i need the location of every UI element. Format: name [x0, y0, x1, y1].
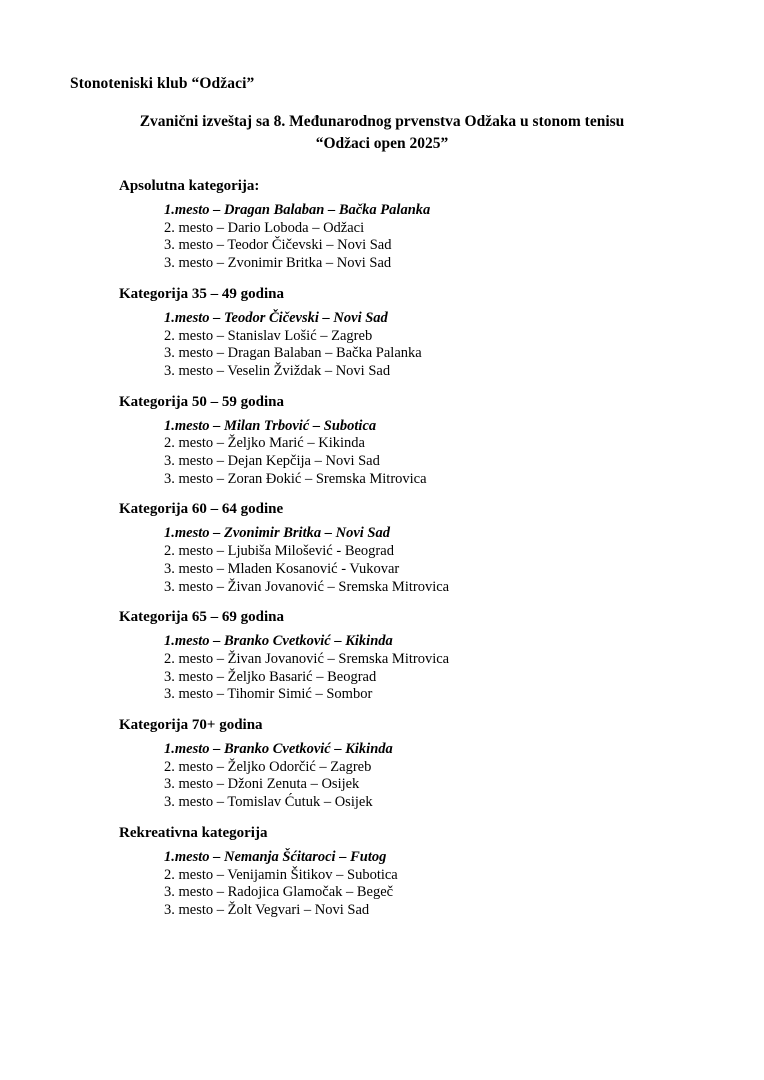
category-heading: Kategorija 35 – 49 godina	[119, 285, 284, 302]
result-line: 2. mesto – Željko Marić – Kikinda	[164, 435, 365, 452]
category-section	[119, 285, 724, 381]
category-results	[164, 633, 724, 704]
category-heading: Kategorija 65 – 69 godina	[119, 609, 284, 626]
category-results	[164, 202, 724, 273]
result-line: 3. mesto – Džoni Zenuta – Osijek	[164, 776, 360, 793]
category-results	[164, 418, 724, 489]
category-section	[119, 824, 724, 920]
category-heading: Kategorija 60 – 64 godine	[119, 501, 284, 518]
result-line: 2. mesto – Željko Odorčić – Zagreb	[164, 758, 372, 775]
category-heading: Rekreativna kategorija	[119, 824, 268, 841]
result-line: 3. mesto – Teodor Čičevski – Novi Sad	[164, 237, 392, 254]
category-section	[119, 608, 724, 704]
category-heading: Kategorija 70+ godina	[119, 717, 263, 734]
result-line-first-place: 1.mesto – Teodor Čičevski – Novi Sad	[164, 309, 388, 326]
result-line: 3. mesto – Radojica Glamočak – Begeč	[164, 884, 394, 901]
result-line: 2. mesto – Ljubiša Milošević - Beograd	[164, 543, 394, 560]
report-title	[0, 111, 764, 155]
category-results	[164, 741, 724, 812]
category-heading: Kategorija 50 – 59 godina	[119, 393, 284, 410]
category-section	[119, 177, 724, 273]
category-results	[164, 849, 724, 920]
result-line: 3. mesto – Mladen Kosanović - Vukovar	[164, 560, 400, 577]
result-line: 3. mesto – Željko Basarić – Beograd	[164, 668, 377, 685]
result-line: 3. mesto – Zoran Đokić – Sremska Mitrovica	[164, 470, 427, 487]
result-line-first-place: 1.mesto – Zvonimir Britka – Novi Sad	[164, 525, 390, 542]
report-title-line2: “Odžaci open 2025”	[315, 135, 449, 152]
result-line: 3. mesto – Tomislav Ćutuk – Osijek	[164, 794, 373, 811]
category-section	[119, 393, 724, 489]
result-line: 2. mesto – Stanislav Lošić – Zagreb	[164, 327, 373, 344]
result-line: 3. mesto – Žolt Vegvari – Novi Sad	[164, 901, 370, 918]
result-line: 3. mesto – Veselin Žviždak – Novi Sad	[164, 362, 391, 379]
result-line: 3. mesto – Tihomir Simić – Sombor	[164, 686, 373, 703]
result-line: 2. mesto – Živan Jovanović – Sremska Mitrovica	[164, 650, 450, 667]
category-results	[164, 525, 724, 596]
result-line-first-place: 1.mesto – Branko Cvetković – Kikinda	[164, 741, 393, 758]
result-line: 3. mesto – Živan Jovanović – Sremska Mitrovica	[164, 578, 450, 595]
result-line-first-place: 1.mesto – Nemanja Šćitaroci – Futog	[164, 848, 387, 865]
category-section	[119, 500, 724, 596]
result-line: 3. mesto – Zvonimir Britka – Novi Sad	[164, 255, 392, 272]
category-heading: Apsolutna kategorija:	[119, 178, 260, 194]
result-line-first-place: 1.mesto – Milan Trbović – Subotica	[164, 417, 377, 434]
result-line: 2. mesto – Dario Loboda – Odžaci	[164, 219, 365, 236]
result-line: 2. mesto – Venijamin Šitikov – Subotica	[164, 866, 398, 883]
category-section	[119, 716, 724, 812]
result-line: 3. mesto – Dejan Kepčija – Novi Sad	[164, 453, 380, 470]
results-sections	[119, 177, 724, 932]
report-title-line1: Zvanični izveštaj sa 8. Međunarodnog prvenstva Odžaka u stonom tenisu	[139, 113, 625, 130]
result-line: 3. mesto – Dragan Balaban – Bačka Palanka	[164, 345, 422, 362]
result-line-first-place: 1.mesto – Branko Cvetković – Kikinda	[164, 633, 393, 650]
category-results	[164, 310, 724, 381]
result-line-first-place: 1.mesto – Dragan Balaban – Bačka Palanka	[164, 202, 431, 218]
club-title: Stonoteniski klub “Odžaci”	[70, 75, 255, 92]
